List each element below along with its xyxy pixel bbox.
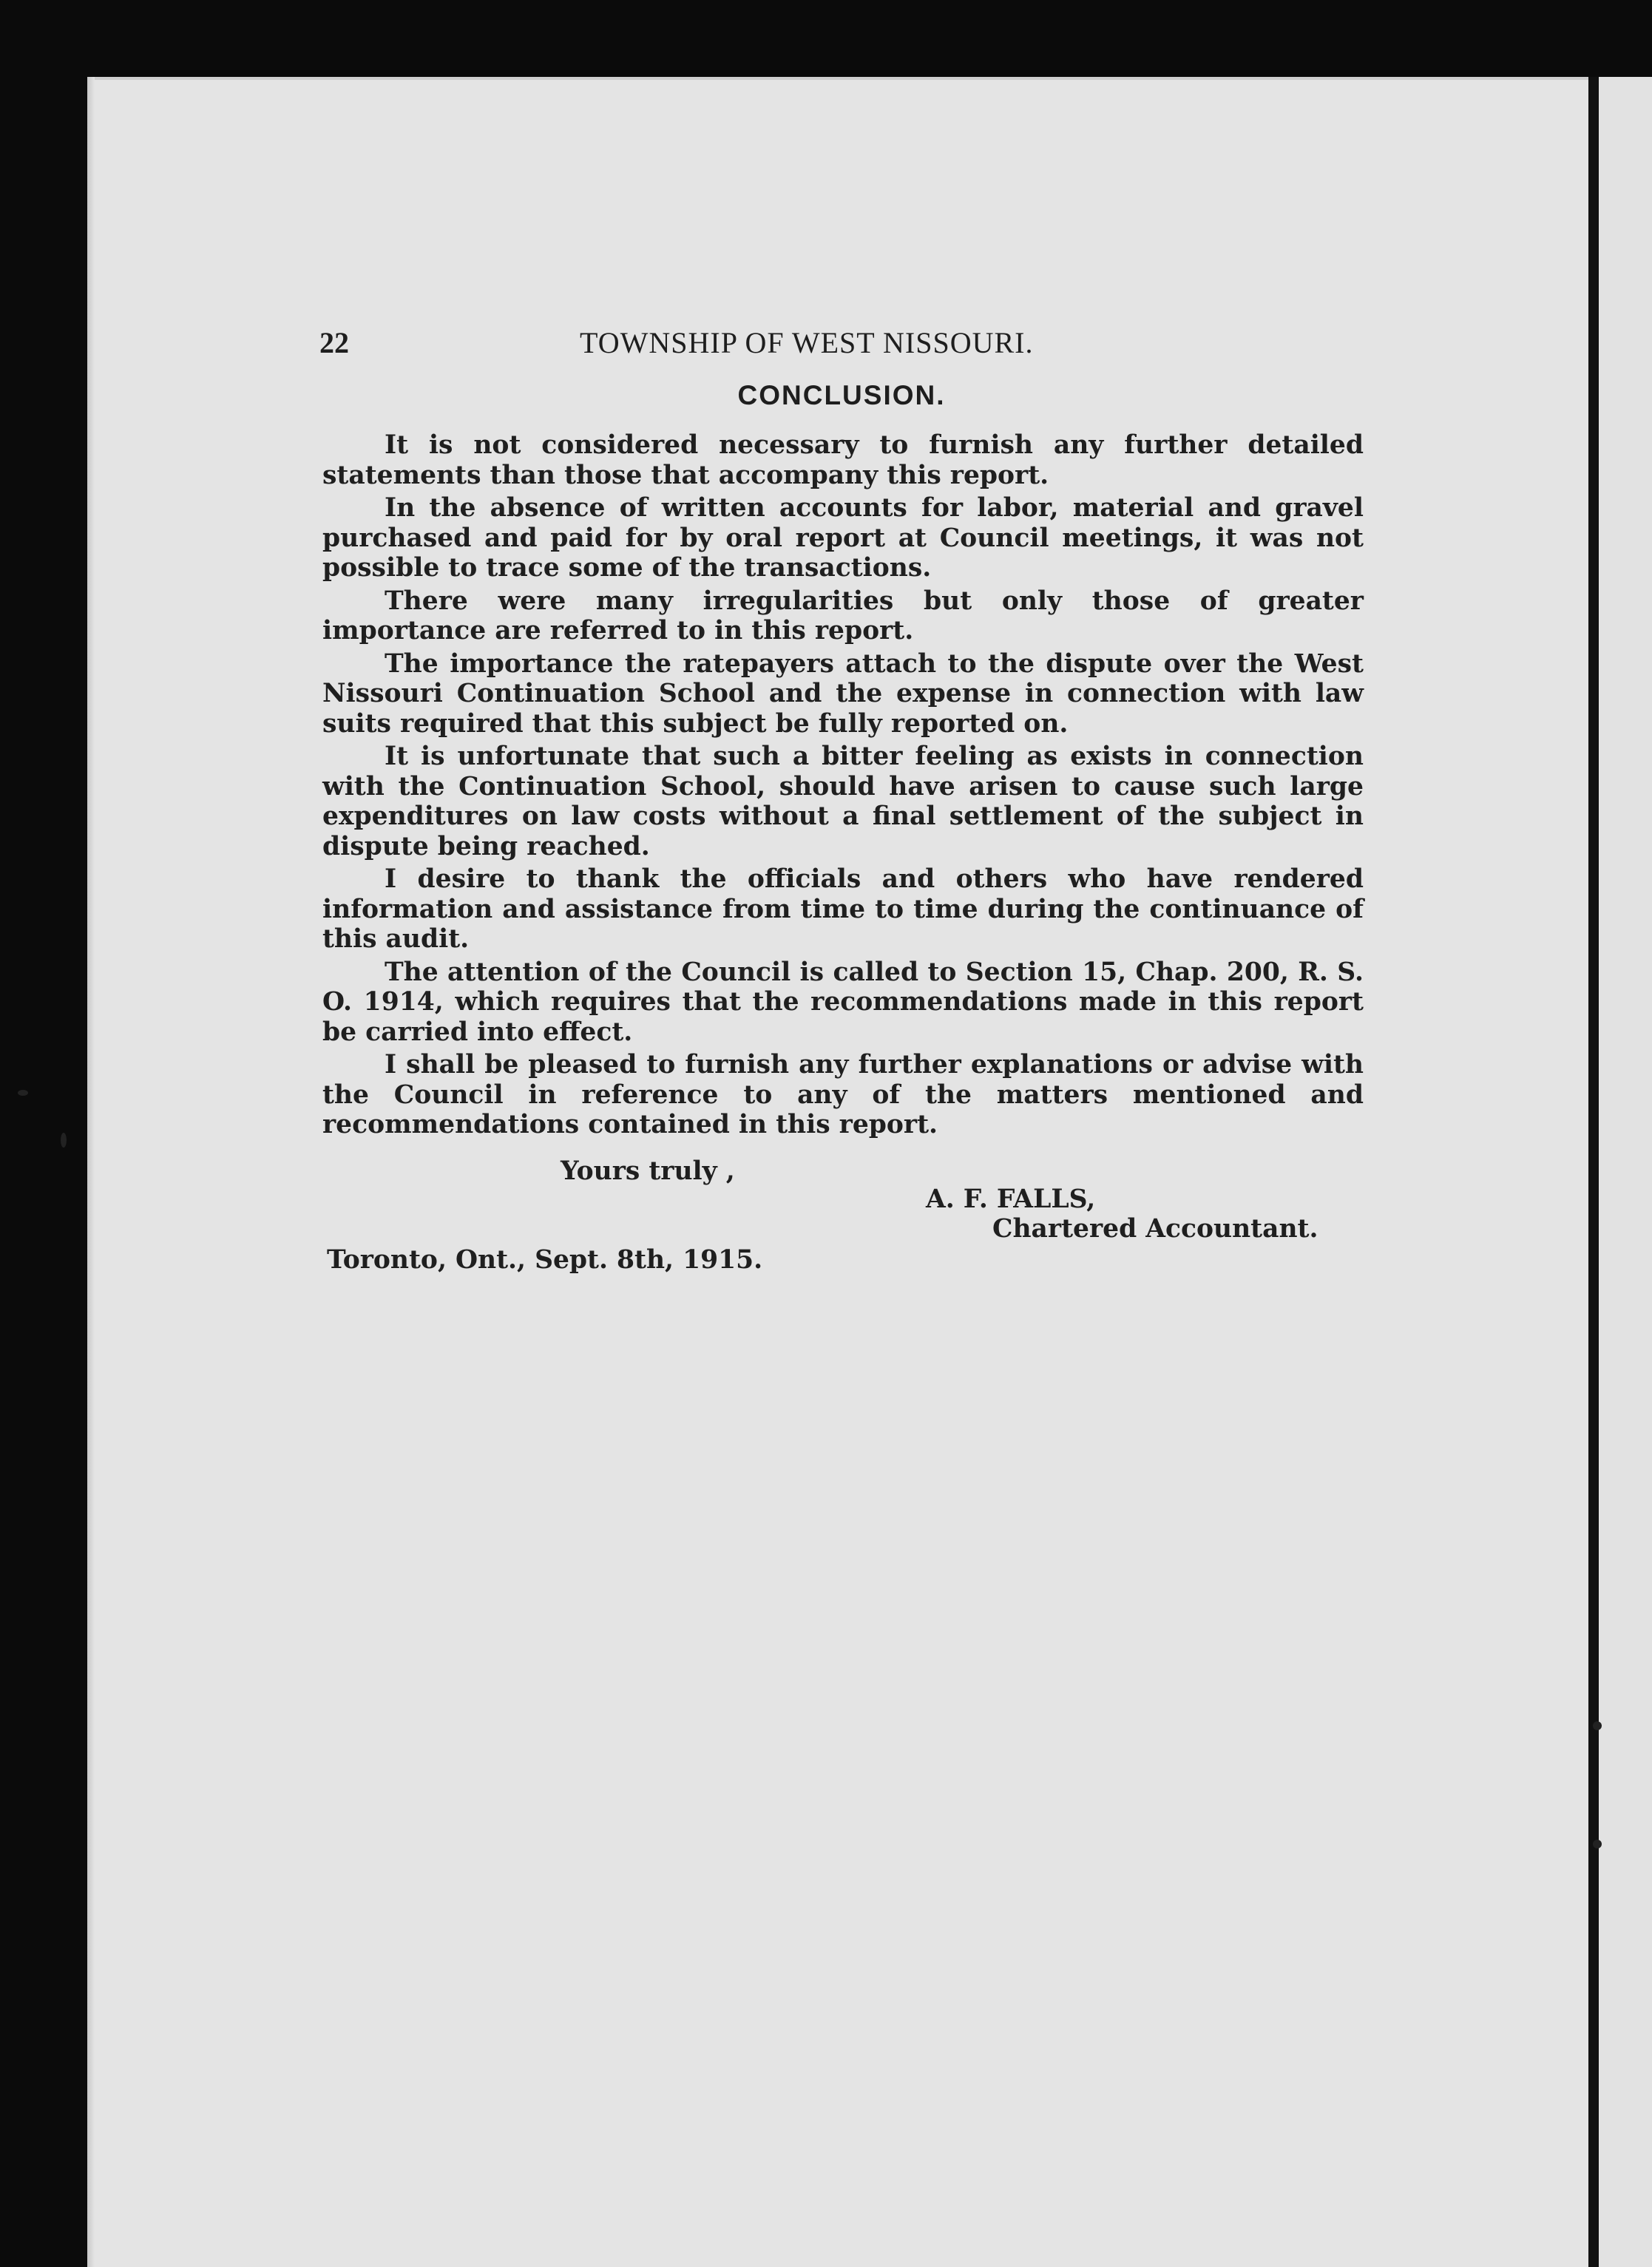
place-and-date: Toronto, Ont., Sept. 8th, 1915. xyxy=(327,1245,763,1275)
running-title: TOWNSHIP OF WEST NISSOURI. xyxy=(580,326,1034,359)
paragraph: I shall be pleased to furnish any further explanations or advise with the Council in reference to any of the matters mentioned and recommendations contained in this report. xyxy=(322,1050,1364,1139)
section-heading: CONCLUSION. xyxy=(737,380,946,410)
page-gutter xyxy=(1588,77,1599,2267)
page-number: 22 xyxy=(319,326,349,359)
scan-speck xyxy=(1593,1721,1602,1730)
body-text xyxy=(322,430,1364,1143)
scan-speck xyxy=(61,1133,67,1148)
paragraph: I desire to thank the officials and others who have rendered information and assistance from time to time during the continuance of this audit. xyxy=(322,864,1364,954)
closing-salutation: Yours truly , xyxy=(561,1156,735,1186)
paragraph: It is unfortunate that such a bitter feeling as exists in connection with the Continuation School, should have arisen to cause such large expenditures on law costs without a final settlement of the subject in dispute being reached. xyxy=(322,742,1364,861)
paragraph: There were many irregularities but only those of greater importance are referred to in this report. xyxy=(322,586,1364,645)
paragraph: In the absence of written accounts for labor, material and gravel purchased and paid for by oral report at Council meetings, it was not possible to trace some of the transactions. xyxy=(322,493,1364,583)
scan-speck xyxy=(1593,1840,1602,1848)
paragraph: The attention of the Council is called to Section 15, Chap. 200, R. S. O. 1914, which requires that the recommendations made in this report be carried into effect. xyxy=(322,957,1364,1047)
scan-speck xyxy=(18,1090,28,1096)
paragraph: The importance the ratepayers attach to the dispute over the West Nissouri Continuation School and the expense in connection with law suits required that this subject be fully reported on. xyxy=(322,648,1364,739)
next-page-sliver xyxy=(1599,77,1652,2267)
signer-title: Chartered Accountant. xyxy=(992,1214,1318,1244)
page-header xyxy=(319,325,1364,364)
page-left-edge xyxy=(87,77,95,2267)
paragraph: It is not considered necessary to furnish any further detailed statements than those that accompany this report. xyxy=(322,430,1364,490)
signer-name: A. F. FALLS, xyxy=(926,1185,1096,1214)
